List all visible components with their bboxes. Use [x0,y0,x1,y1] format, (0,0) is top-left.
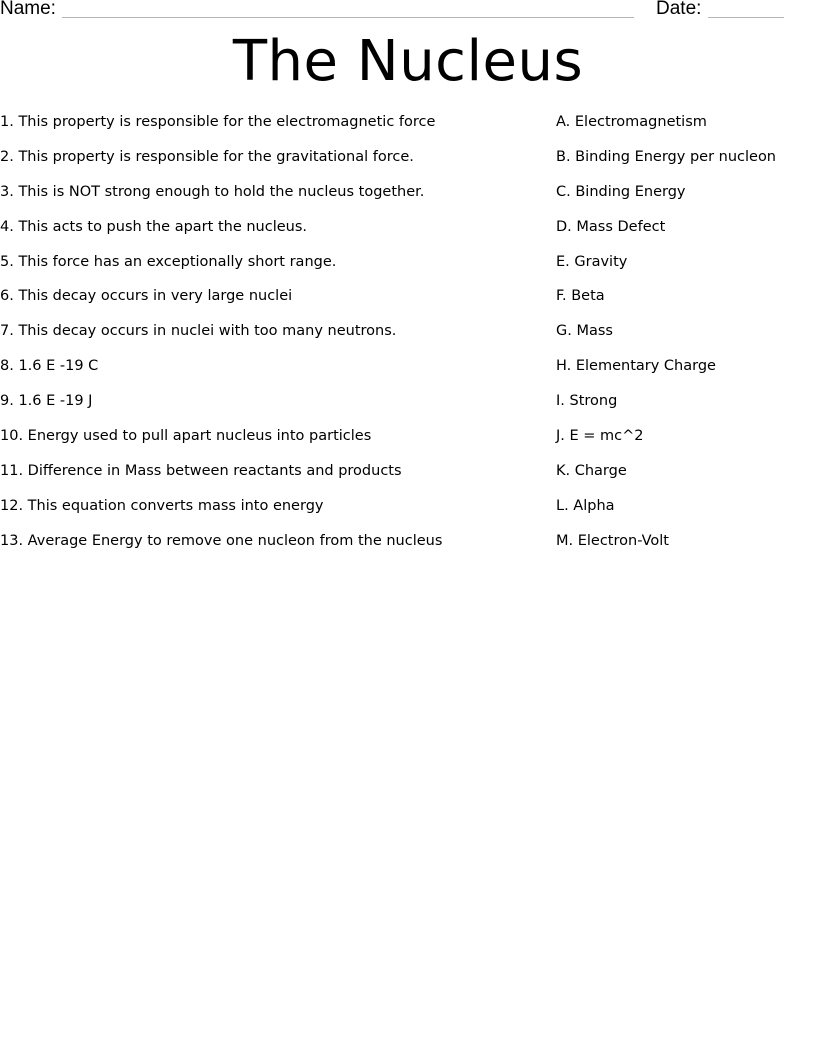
answer-item: I. Strong [556,393,618,410]
name-label: Name: [0,0,56,19]
answer-item: H. Elementary Charge [556,358,716,375]
date-line[interactable] [708,17,784,18]
answer-item: G. Mass [556,323,613,340]
clue-item: 2. This property is responsible for the gravitational force. [0,148,414,165]
worksheet-title: The Nucleus [232,29,584,94]
clue-item: 5. This force has an exceptionally short range. [0,253,337,270]
answer-item: C. Binding Energy [556,183,686,200]
answer-item: J. E = mc^2 [556,428,644,445]
name-line[interactable] [62,17,634,18]
worksheet-header [0,0,816,24]
date-label: Date: [656,0,702,19]
answer-item: K. Charge [556,462,627,479]
clue-item: 9. 1.6 E -19 J [0,393,93,410]
clue-item: 11. Difference in Mass between reactants and products [0,462,402,479]
answer-item: B. Binding Energy per nucleon [556,148,776,165]
clue-list [0,110,540,564]
clue-item: 8. 1.6 E -19 C [0,358,99,375]
clue-item: 1. This property is responsible for the electromagnetic force [0,114,436,130]
clue-item: 4. This acts to push the apart the nucleus. [0,218,307,235]
answer-item: D. Mass Defect [556,218,666,235]
clue-item: 3. This is NOT strong enough to hold the nucleus together. [0,183,425,200]
clue-item: 7. This decay occurs in nuclei with too many neutrons. [0,323,397,340]
answer-item: M. Electron-Volt [556,532,669,549]
clue-item: 10. Energy used to pull apart nucleus into particles [0,428,372,445]
answer-item: E. Gravity [556,253,628,270]
clue-item: 6. This decay occurs in very large nuclei [0,288,293,305]
answer-item: A. Electromagnetism [556,114,707,130]
answer-item: F. Beta [556,288,605,305]
answer-item: L. Alpha [556,497,615,514]
answer-list [556,110,812,564]
clue-item: 13. Average Energy to remove one nucleon from the nucleus [0,532,443,549]
clue-item: 12. This equation converts mass into energy [0,497,324,514]
